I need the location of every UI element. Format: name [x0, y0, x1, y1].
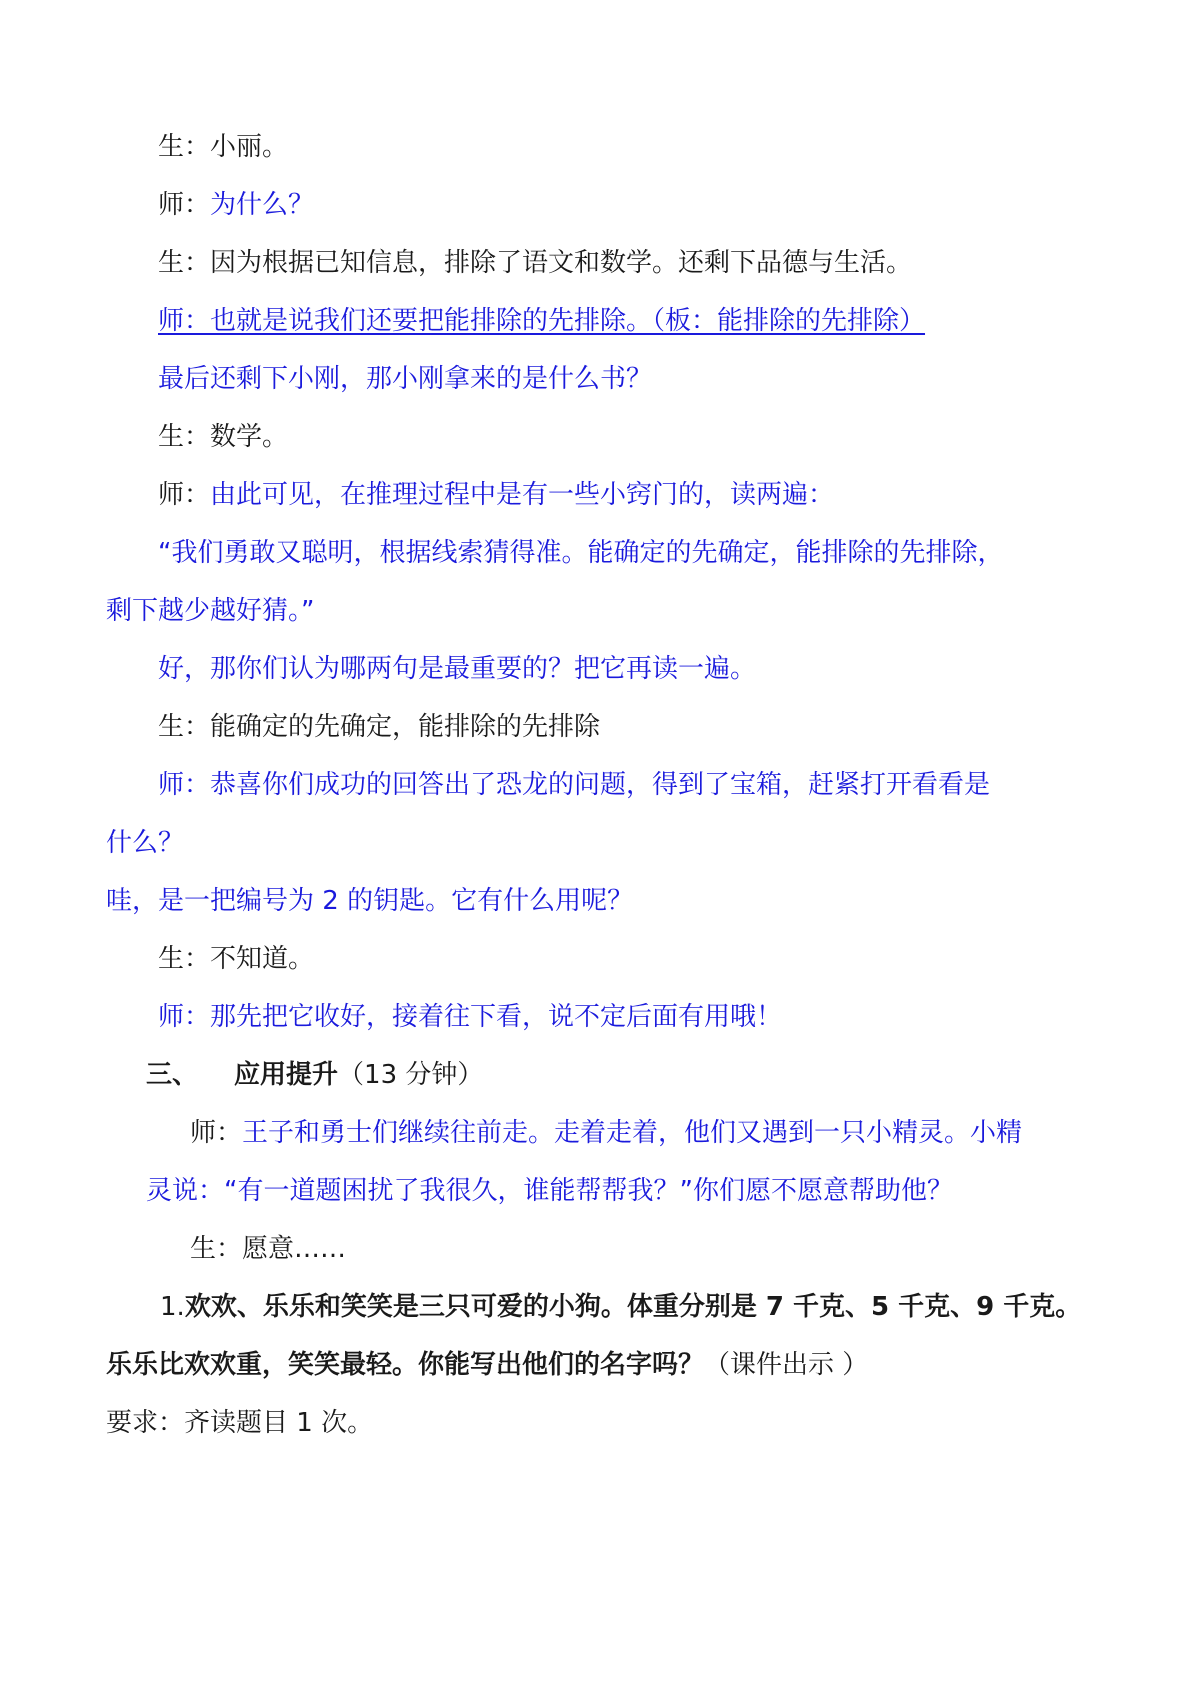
dialogue-text: 王子和勇士们继续往前走。走着走着，他们又遇到一只小精灵。小精 [242, 1118, 1023, 1148]
speaker-label: 生： [158, 422, 211, 452]
problem-statement [106, 1348, 868, 1382]
dialogue-text: 因为根据已知信息，排除了语文和数学。还剩下品德与生活。 [210, 248, 913, 278]
section-duration: （13 分钟） [338, 1060, 484, 1090]
speaker-label: 生： [158, 248, 211, 278]
problem-number: 1. [160, 1292, 185, 1322]
speaker-label: 师： [158, 190, 211, 220]
dialogue-line [158, 478, 834, 512]
dialogue-line-underlined: 师：也就是说我们还要把能排除的先排除。（板：能排除的先排除） [158, 306, 926, 336]
dialogue-text: 不知道。 [210, 944, 315, 974]
dialogue-line: 好，那你们认为哪两句是最重要的？把它再读一遍。 [158, 654, 757, 684]
speaker-label: 生： [158, 132, 211, 162]
speaker-label: 生： [158, 712, 211, 742]
dialogue-line [190, 1116, 1022, 1150]
speaker-label: 师： [158, 480, 211, 510]
speaker-label: 师： [190, 1118, 243, 1148]
dialogue-text: 由此可见，在推理过程中是有一些小窍门的，读两遍： [210, 480, 835, 510]
problem-text: 欢欢、乐乐和笑笑是三只可爱的小狗。体重分别是 7 千克、5 千克、9 千克。 [184, 1292, 1082, 1322]
speaker-label: 生： [158, 944, 211, 974]
dialogue-text: 数学。 [210, 422, 289, 452]
dialogue-line: 哇，是一把编号为 2 的钥匙。它有什么用呢？ [106, 886, 634, 916]
dialogue-line: 什么？ [106, 828, 185, 858]
quote-line: 剩下越少越好猜。” [106, 596, 315, 626]
dialogue-line: 师：那先把它收好，接着往下看，说不定后面有用哦！ [158, 1002, 783, 1032]
dialogue-line [158, 188, 314, 222]
dialogue-text: 小丽。 [210, 132, 289, 162]
problem-note: （课件出示 ） [704, 1350, 869, 1380]
problem-statement [160, 1290, 1081, 1324]
dialogue-line: 生：愿意…… [190, 1234, 347, 1264]
dialogue-line [158, 246, 912, 280]
section-number: 三、 [146, 1060, 199, 1090]
dialogue-line [158, 710, 600, 744]
dialogue-line [158, 130, 288, 164]
section-title: 应用提升 [234, 1060, 339, 1090]
requirement-line: 要求：齐读题目 1 次。 [106, 1408, 374, 1438]
dialogue-text: 能确定的先确定，能排除的先排除 [210, 712, 601, 742]
dialogue-line [158, 942, 314, 976]
dialogue-line: 最后还剩下小刚，那小刚拿来的是什么书？ [158, 364, 653, 394]
dialogue-line: 灵说：“有一道题困扰了我很久，谁能帮帮我？”你们愿不愿意帮助他？ [146, 1176, 953, 1206]
problem-text: 乐乐比欢欢重，笑笑最轻。你能写出他们的名字吗？ [106, 1350, 705, 1380]
quote-line: “我们勇敢又聪明，根据线索猜得准。能确定的先确定，能排除的先排除， [158, 538, 1004, 568]
section-heading [146, 1058, 483, 1092]
dialogue-text: 为什么？ [210, 190, 315, 220]
dialogue-line [158, 420, 288, 454]
dialogue-line: 师：恭喜你们成功的回答出了恐龙的问题，得到了宝箱，赶紧打开看看是 [158, 770, 991, 800]
